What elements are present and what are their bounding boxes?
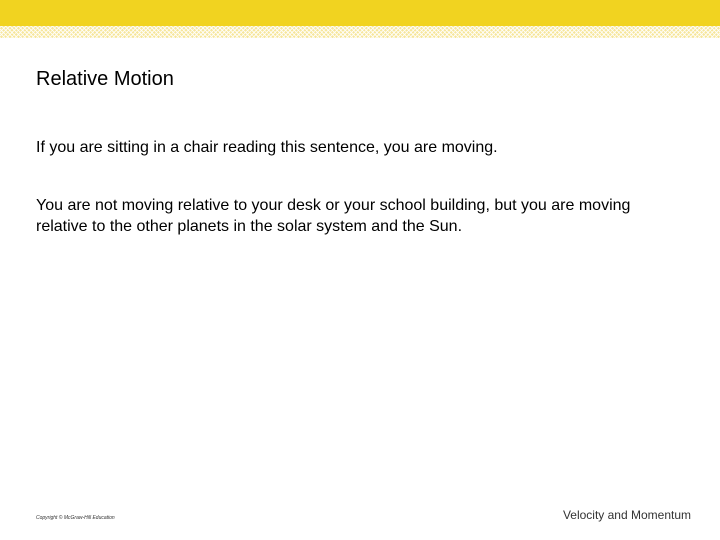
- header-dotted-strip: [0, 26, 720, 38]
- body-paragraph-1: If you are sitting in a chair reading this sentence, you are moving.: [36, 139, 498, 156]
- footer-chapter-title: Velocity and Momentum: [562, 508, 691, 522]
- slide-title: Relative Motion: [36, 68, 174, 90]
- header-band: [0, 0, 720, 26]
- copyright-notice: Copyright © McGraw-Hill Education: [36, 515, 115, 521]
- body-paragraph-2: You are not moving relative to your desk or your school building, but you are moving relative to the other planets in the solar system and the Sun.: [36, 197, 631, 235]
